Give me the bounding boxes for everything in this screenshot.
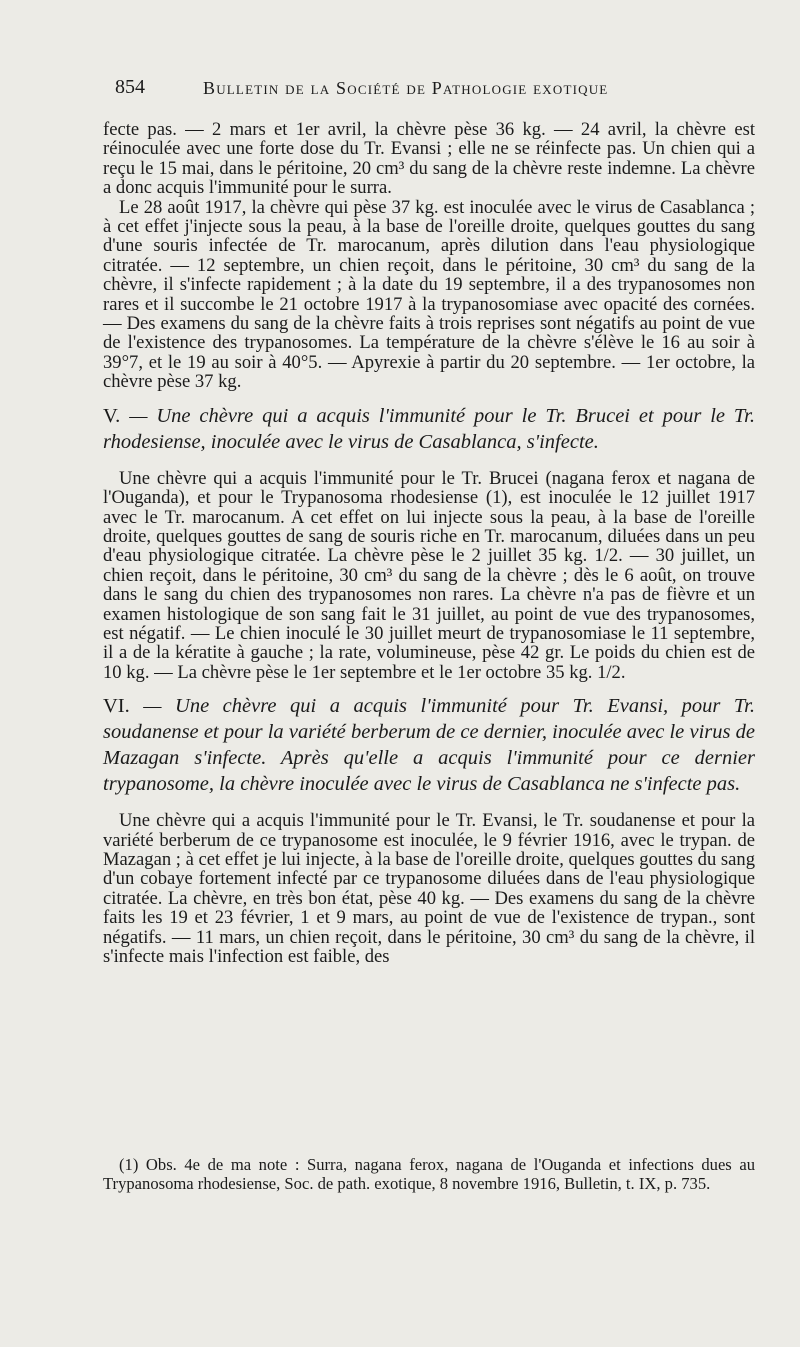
footnote: (1) Obs. 4e de ma note : Surra, nagana ferox, nagana de l'Ouganda et infections dues au Trypanosoma rhodesiense, Soc. de path. exotique, 8 novembre 1916, Bulletin, t. IX, p. 735. — [103, 1154, 755, 1193]
page-number: 854 — [115, 76, 145, 98]
paragraph-4: Une chèvre qui a acquis l'immunité pour le Tr. Evansi, le Tr. soudanense et pour la variété berberum de ce trypanosome est inoculée, le 9 février 1916, avec le trypan. de Mazagan ; à cet effet je lui injecte, à la base de l'oreille droite, quelques gouttes du sang d'un cobaye fortement infecté par ce trypanosome diluées dans de l'eau physiologique citratée. La chèvre, en très bon état, pèse 40 kg. — Des examens du sang de la chèvre faits les 19 et 23 février, 1 et 9 mars, au point de vue de l'existence de trypan., sont négatifs. — 11 mars, un chien reçoit, dans le péritoine, 30 cm³ du sang de la chèvre, il s'infecte mais l'infection est faible, des — [103, 810, 755, 967]
main-text — [103, 120, 755, 966]
section-vi-number: VI. — [103, 695, 130, 718]
paragraph-3: Une chèvre qui a acquis l'immunité pour le Tr. Brucei (nagana ferox et nagana de l'Ouganda), et pour le Trypanosoma rhodesiense (1), est inoculée le 12 juillet 1917 avec le Tr. marocanum. A cet effet on lui injecte sous la peau, à la base de l'oreille droite, quelques gouttes de sang de souris riche en Tr. marocanum, diluées dans un peu d'eau physiologique citratée. La chèvre pèse le 2 juillet 35 kg. 1/2. — 30 juillet, un chien reçoit, dans le péritoine, 30 cm³ du sang de la chèvre ; dès le 6 août, on trouve dans le sang du chien des trypanosomes non rares. La chèvre n'a pas de fièvre et un examen histologique de son sang fait le 31 juillet, au point de vue des trypanosomes, est négatif. — Le chien inoculé le 30 juillet meurt de trypanosomiase le 11 septembre, il a de la kératite à gauche ; la rate, volumineuse, pèse 42 gr. Le poids du chien est de 10 kg. — La chèvre pèse le 1er septembre et le 1er octobre 35 kg. 1/2. — [103, 467, 755, 683]
paragraph-1: fecte pas. — 2 mars et 1er avril, la chèvre pèse 36 kg. — 24 avril, la chèvre est réinoculée avec une forte dose du Tr. Evansi ; elle ne se réinfecte pas. Un chien qui a reçu le 15 mai, dans le péritoine, 20 cm³ du sang de la chèvre reste indemne. La chèvre a donc acquis l'immunité pour le surra. — [103, 119, 755, 199]
section-v-title: — Une chèvre qui a acquis l'immunité pour le Tr. Brucei et pour le Tr. rhodesiense, inoculée avec le virus de Casablanca, s'infecte. — [103, 404, 755, 453]
section-v-heading — [103, 403, 755, 455]
paragraph-2: Le 28 août 1917, la chèvre qui pèse 37 kg. est inoculée avec le virus de Casablanca ; à cet effet j'injecte sous la peau, à la base de l'oreille droite, quelques gouttes du sang d'une souris infectée de Tr. marocanum, après dilution dans l'eau physiologique citratée. — 12 septembre, un chien reçoit, dans le péritoine, 30 cm³ du sang de la chèvre, il s'infecte rapidement ; à la date du 19 septembre, il a des trypanosomes non rares et il succombe le 21 octobre 1917 à la trypanosomiase avec opacité des cornées. — Des examens du sang de la chèvre faits à trois reprises sont négatifs au point de vue de l'existence des trypanosomes. La température de la chèvre s'élève le 16 au soir à 39°7, et le 19 au soir à 40°5. — Apyrexie à partir du 20 septembre. — 1er octobre, la chèvre pèse 37 kg. — [103, 196, 755, 393]
section-vi-heading — [103, 693, 755, 797]
section-vi-title: — Une chèvre qui a acquis l'immunité pour Tr. Evansi, pour Tr. soudanense et pour la variété berberum de ce dernier, inoculée avec le virus de Mazagan s'infecte. Après qu'elle a acquis l'immunité pour ce dernier trypanosome, la chèvre inoculée avec le virus de Casablanca ne s'infecte pas. — [103, 695, 756, 796]
section-v-number: V. — [103, 404, 121, 427]
running-title: Bulletin de la Société de Pathologie exotique — [203, 78, 609, 98]
page-header — [115, 76, 725, 106]
